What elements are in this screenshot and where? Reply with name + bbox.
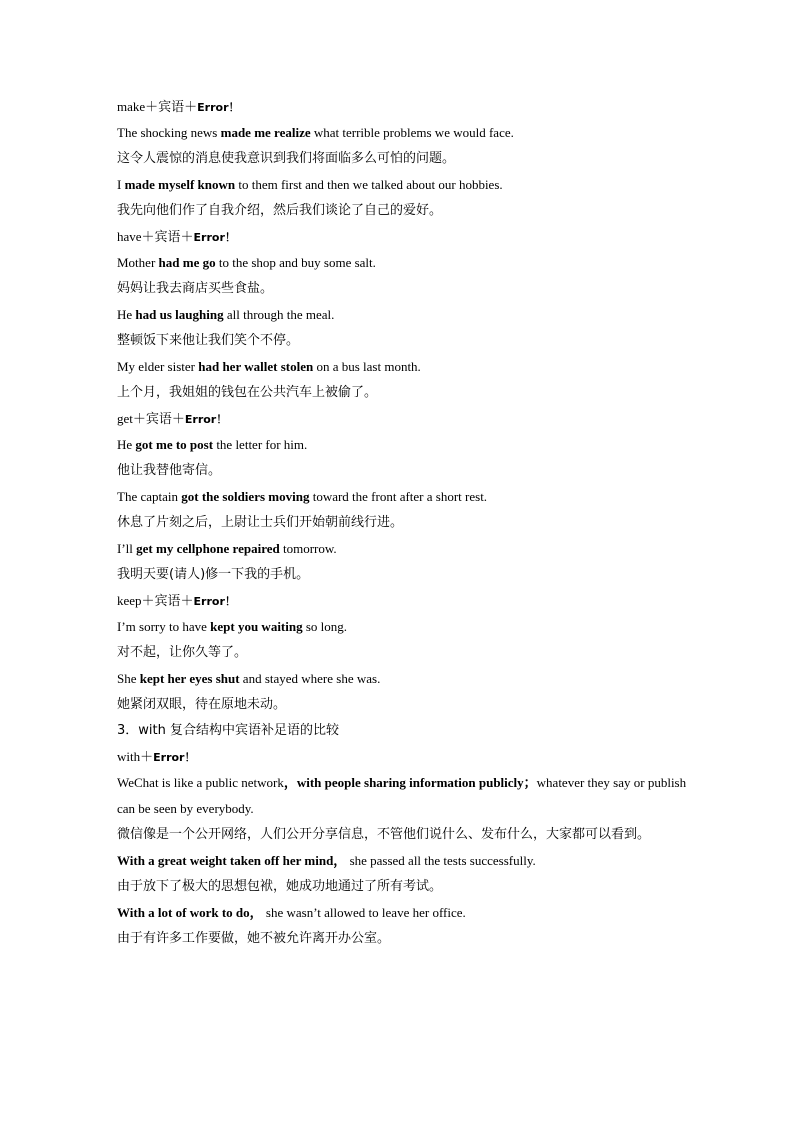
section-title: 3．with 复合结构中宾语补足语的比较: [117, 723, 339, 738]
example-cn: 对不起，让你久等了。: [117, 645, 248, 660]
example-cn: 上个月，我姐姐的钱包在公共汽车上被偷了。: [117, 385, 378, 400]
document-page: [117, 94, 687, 952]
example-cn: 妈妈让我去商店买些食盐。: [117, 281, 274, 296]
example-en: I’m sorry to have kept you waiting so long.: [117, 619, 348, 634]
example-en: I made myself known to them first and then we talked about our hobbies.: [117, 177, 503, 192]
example-en: He had us laughing all through the meal.: [117, 307, 335, 322]
error-label: Error！: [153, 751, 196, 764]
example-cn: 由于放下了极大的思想包袱，她成功地通过了所有考试。: [117, 879, 443, 894]
heading-keep: keep＋宾语＋Error！: [117, 593, 236, 608]
example-cn: 由于有许多工作要做，她不被允许离开办公室。: [117, 931, 391, 946]
error-label: Error！: [197, 101, 240, 114]
example-en: Mother had me go to the shop and buy some salt.: [117, 255, 376, 270]
example-cn: 我先向他们作了自我介绍，然后我们谈论了自己的爱好。: [117, 203, 443, 218]
example-cn: 这令人震惊的消息使我意识到我们将面临多么可怕的问题。: [117, 151, 456, 166]
heading-get: get＋宾语＋Error！: [117, 411, 228, 426]
example-cn: 我明天要(请人)修一下我的手机。: [117, 567, 310, 582]
example-en: I’ll get my cellphone repaired tomorrow.: [117, 541, 337, 556]
example-en: With a lot of work to do， she wasn’t allowed to leave her office.: [117, 905, 466, 920]
heading-make: make＋宾语＋Error！: [117, 99, 240, 114]
example-cn: 她紧闭双眼，待在原地未动。: [117, 697, 287, 712]
example-en: The shocking news made me realize what terrible problems we would face.: [117, 125, 514, 140]
error-label: Error！: [184, 413, 228, 426]
heading-have: have＋宾语＋Error！: [117, 229, 236, 244]
example-en: The captain got the soldiers moving toward the front after a short rest.: [117, 489, 488, 504]
example-en: He got me to post the letter for him.: [117, 437, 308, 452]
example-en: WeChat is like a public network，with people sharing information publicly；whatever they say or publish can be seen by everybody.: [117, 775, 687, 816]
heading-with: with＋Error！: [117, 749, 196, 764]
error-label: Error！: [193, 231, 236, 244]
example-en: With a great weight taken off her mind， she passed all the tests successfully.: [117, 853, 536, 868]
example-cn: 整顿饭下来他让我们笑个不停。: [117, 333, 300, 348]
error-label: Error！: [193, 595, 236, 608]
example-en: My elder sister had her wallet stolen on a bus last month.: [117, 359, 421, 374]
example-cn: 休息了片刻之后，上尉让士兵们开始朝前线行进。: [117, 515, 404, 530]
example-cn: 他让我替他寄信。: [117, 463, 222, 478]
example-cn: 微信像是一个公开网络，人们公开分享信息，不管他们说什么、发布什么，大家都可以看到。: [117, 827, 651, 842]
example-en: She kept her eyes shut and stayed where she was.: [117, 671, 381, 686]
